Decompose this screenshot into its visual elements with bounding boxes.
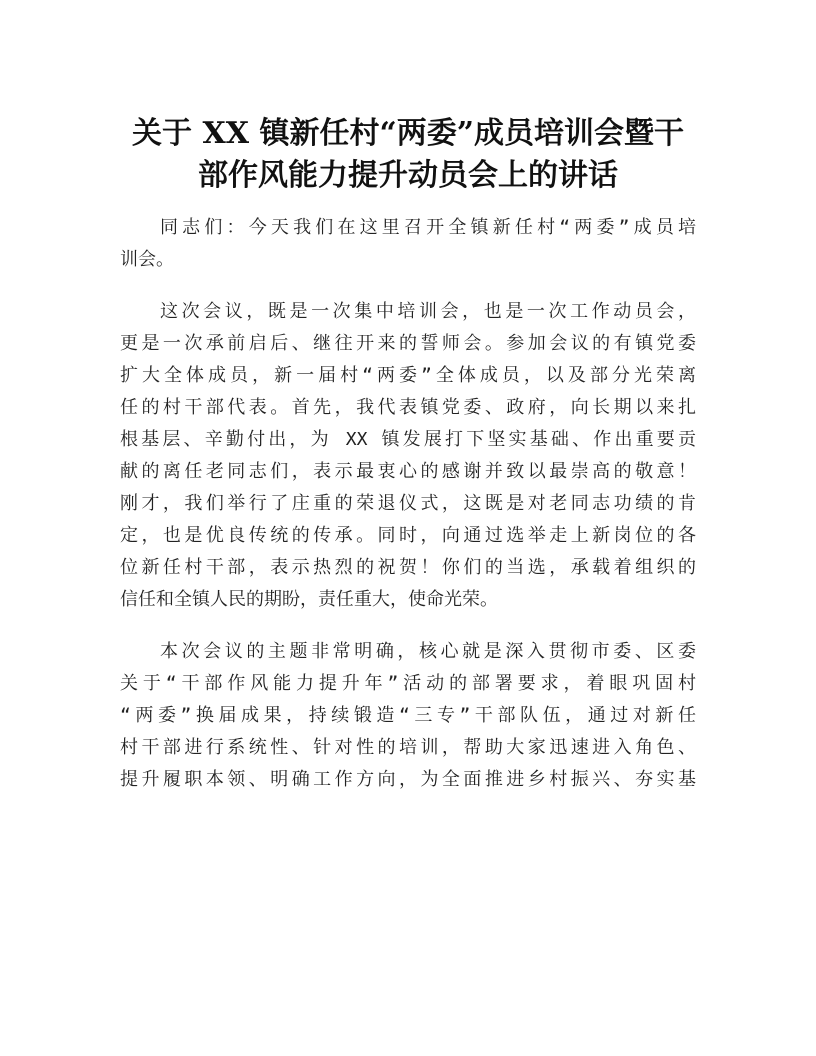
paragraph-line: “两委”换届成果，持续锻造“三专”干部队伍，通过对新任	[120, 705, 696, 726]
paragraph-line: 更是一次承前启后、继往开来的誓师会。参加会议的有镇党委	[120, 333, 696, 354]
paragraph-line: 同志们：今天我们在这里召开全镇新任村“两委”成员培	[160, 217, 696, 238]
paragraph-line: 训会。	[120, 249, 174, 270]
paragraph-2	[120, 296, 696, 616]
paragraph-1	[120, 212, 696, 276]
paragraph-line: 刚才，我们举行了庄重的荣退仪式，这既是对老同志功绩的肯	[120, 493, 696, 514]
paragraph-line: 根基层、辛勤付出，为 XX 镇发展打下坚实基础、作出重要贡	[120, 429, 696, 450]
paragraph-line: 村干部进行系统性、针对性的培训，帮助大家迅速进入角色、	[120, 737, 696, 758]
paragraph-line: 任的村干部代表。首先，我代表镇党委、政府，向长期以来扎	[120, 397, 696, 418]
paragraph-line: 献的离任老同志们，表示最衷心的感谢并致以最崇高的敬意！	[120, 461, 696, 482]
paragraph-line: 关于“干部作风能力提升年”活动的部署要求，着眼巩固村	[120, 673, 696, 694]
title-line-2: 部作风能力提升动员会上的讲话	[198, 158, 618, 193]
document-title	[110, 113, 706, 197]
paragraph-line: 扩大全体成员，新一届村“两委”全体成员，以及部分光荣离	[120, 365, 696, 386]
document-body	[120, 212, 696, 816]
title-line-1: 关于 XX 镇新任村“两委”成员培训会暨干	[132, 116, 684, 151]
paragraph-line: 定，也是优良传统的传承。同时，向通过选举走上新岗位的各	[120, 525, 696, 546]
paragraph-line: 本次会议的主题非常明确，核心就是深入贯彻市委、区委	[160, 641, 696, 662]
paragraph-line: 提升履职本领、明确工作方向，为全面推进乡村振兴、夯实基	[120, 769, 696, 790]
paragraph-3	[120, 636, 696, 796]
paragraph-line: 这次会议，既是一次集中培训会，也是一次工作动员会，	[160, 301, 696, 322]
paragraph-line: 位新任村干部，表示热烈的祝贺！你们的当选，承载着组织的	[120, 557, 696, 578]
paragraph-line: 信任和全镇人民的期盼，责任重大，使命光荣。	[120, 589, 498, 610]
